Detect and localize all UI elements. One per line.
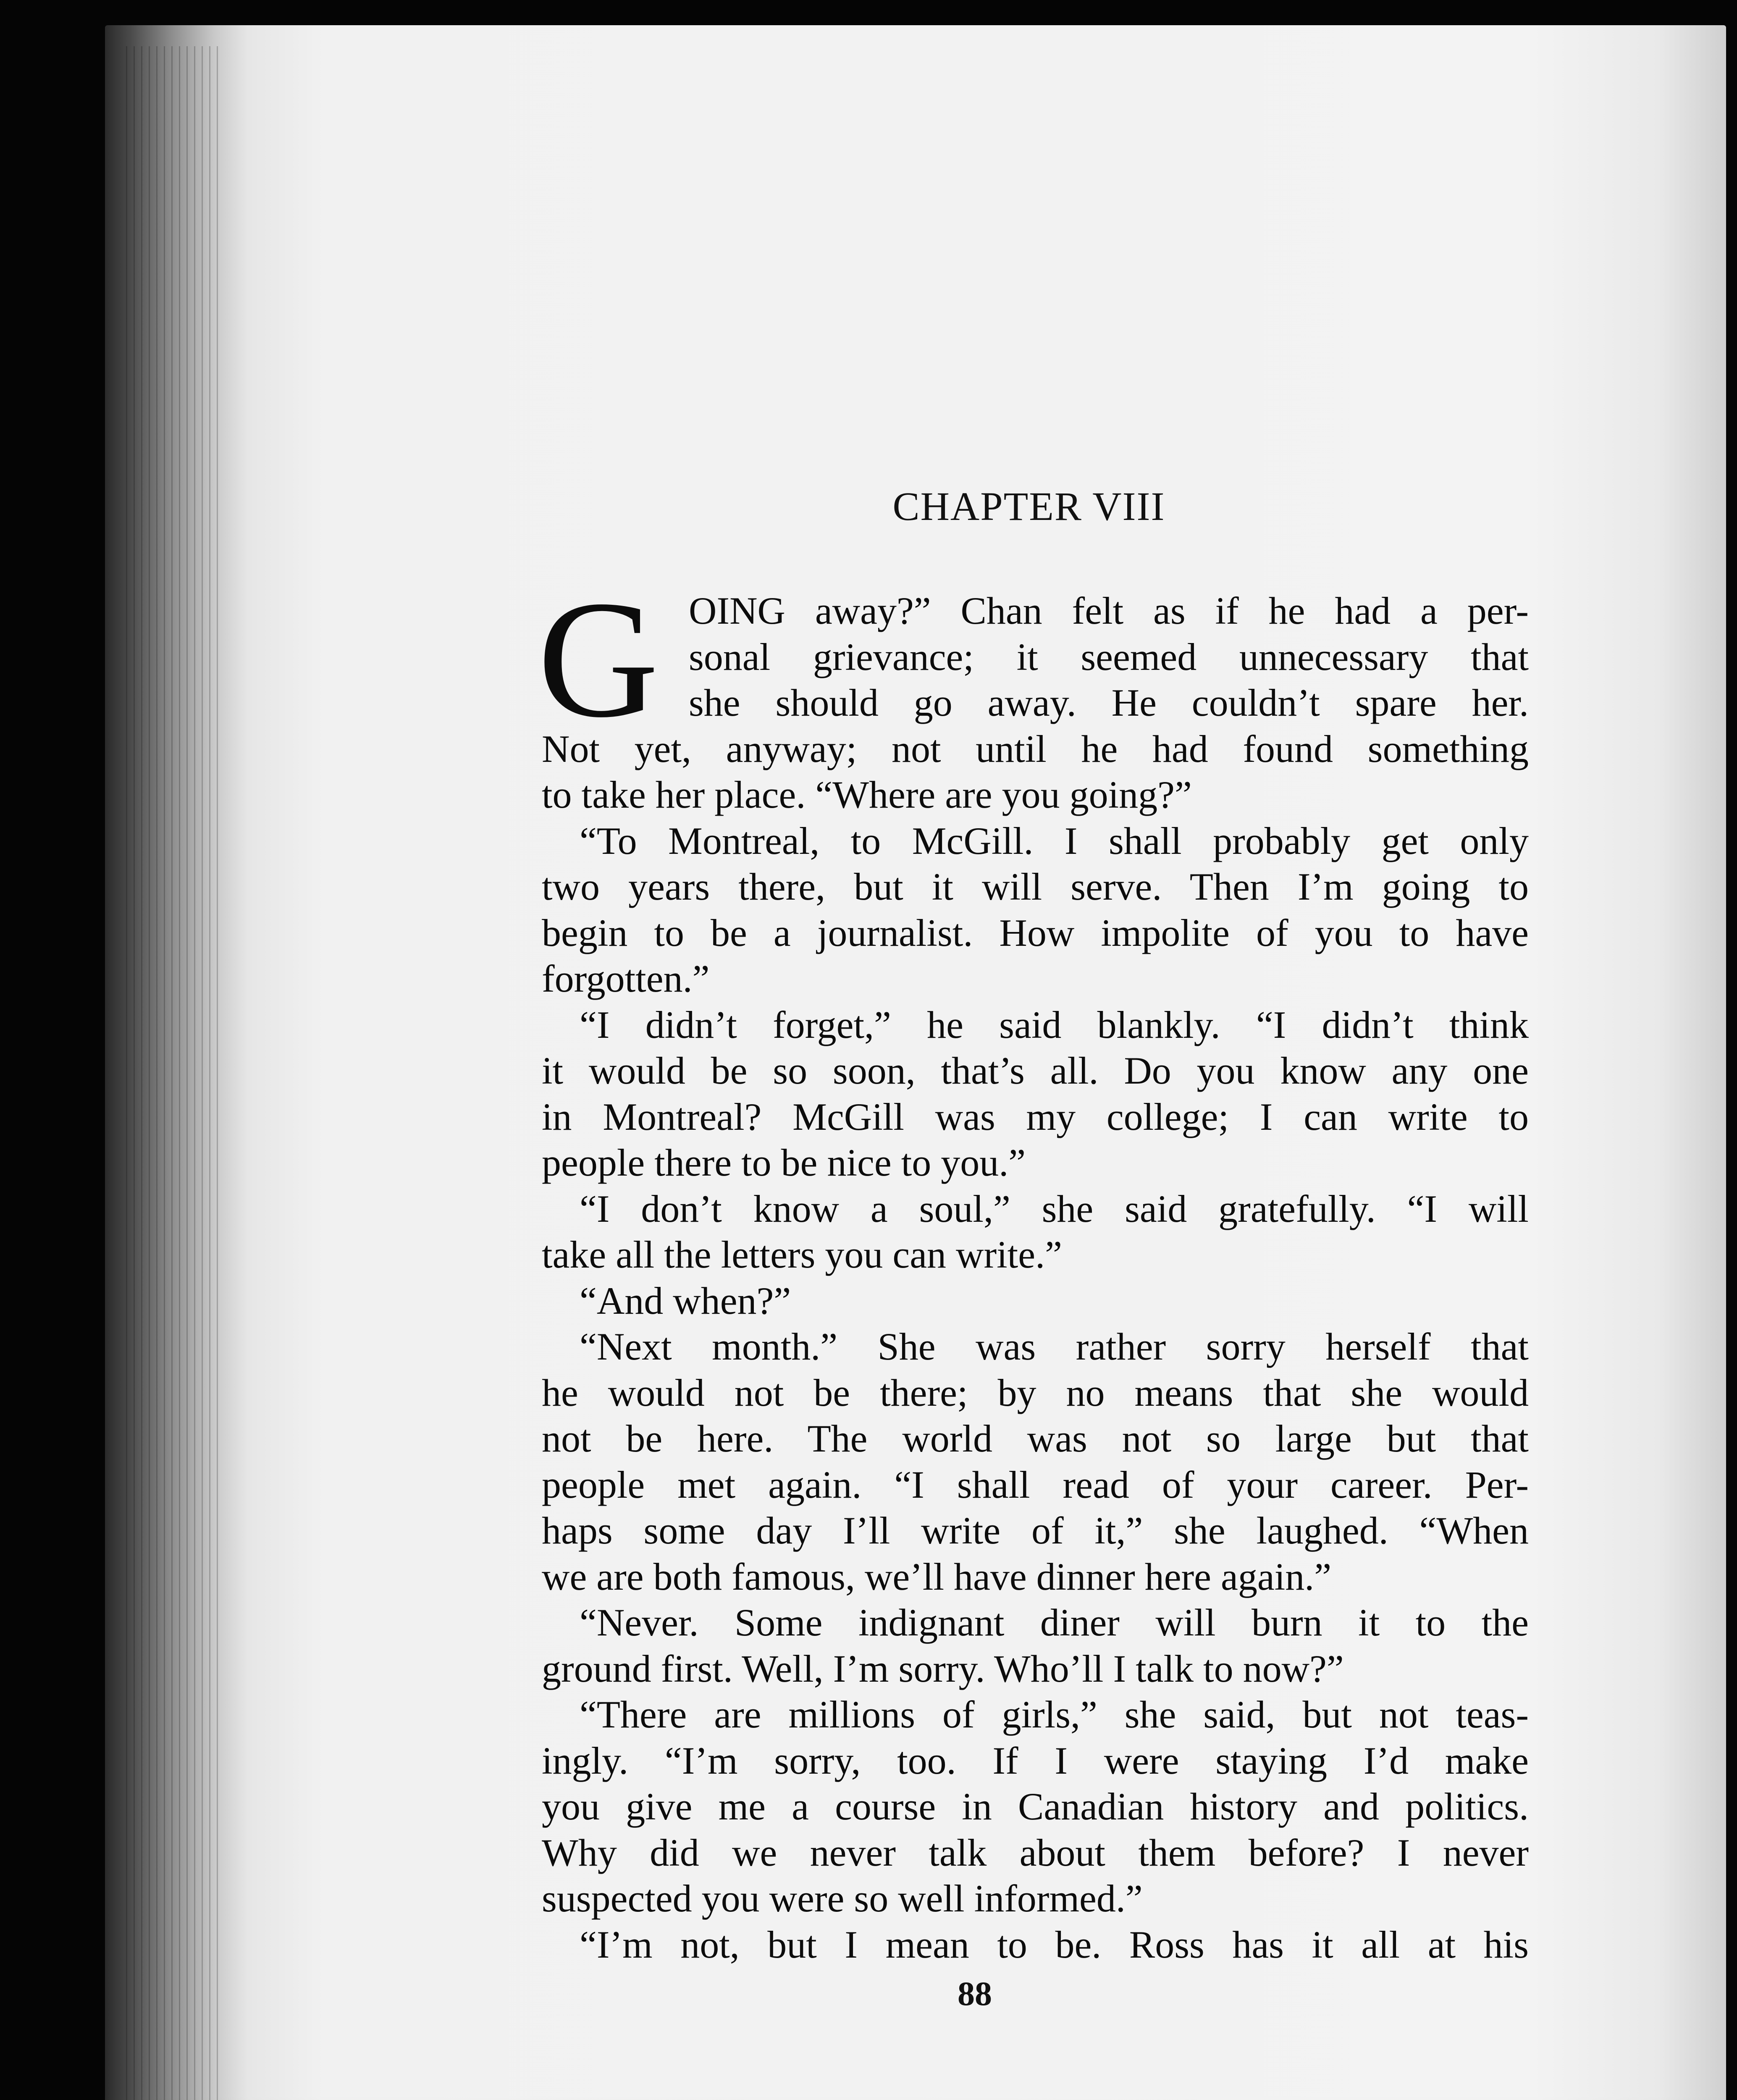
text-line: people met again. “I shall read of your career. Per- <box>542 1463 1529 1506</box>
text-line: she should go away. He couldn’t spare her. <box>689 681 1529 724</box>
text-line: OING away?” Chan felt as if he had a per- <box>689 589 1529 632</box>
page-number: 88 <box>958 1974 992 2013</box>
chapter-title: CHAPTER VIII <box>892 484 1165 529</box>
text-line: you give me a course in Canadian history and politics. <box>542 1785 1529 1828</box>
text-line: forgotten.” <box>542 957 710 1000</box>
text-line: “To Montreal, to McGill. I shall probably get only <box>580 819 1529 862</box>
text-line: ground first. Well, I’m sorry. Who’ll I talk to now?” <box>542 1647 1344 1690</box>
text-line: “And when?” <box>580 1279 791 1322</box>
text-line: two years there, but it will serve. Then I’m going to <box>542 865 1529 908</box>
text-line: “I didn’t forget,” he said blankly. “I didn’t think <box>580 1003 1529 1046</box>
text-line: to take her place. “Where are you going?” <box>542 773 1192 816</box>
text-line: not be here. The world was not so large but that <box>542 1417 1529 1460</box>
text-line: ingly. “I’m sorry, too. If I were staying I’d make <box>542 1739 1529 1782</box>
body-text <box>538 566 1529 1968</box>
text-line: Why did we never talk about them before? I never <box>542 1831 1529 1874</box>
text-line: sonal grievance; it seemed unnecessary that <box>689 635 1529 678</box>
text-line: haps some day I’ll write of it,” she laughed. “When <box>542 1509 1529 1552</box>
text-line: “I’m not, but I mean to be. Ross has it all at his <box>580 1923 1529 1966</box>
text-line: take all the letters you can write.” <box>542 1233 1062 1276</box>
text-line: suspected you were so well informed.” <box>542 1877 1143 1920</box>
text-line: “Next month.” She was rather sorry herself that <box>580 1325 1529 1368</box>
drop-cap: G <box>538 566 659 752</box>
text-line: it would be so soon, that’s all. Do you know any one <box>542 1049 1529 1092</box>
text-line: he would not be there; by no means that she would <box>542 1371 1529 1414</box>
text-line: in Montreal? McGill was my college; I can write to <box>542 1095 1529 1138</box>
text-line: “Never. Some indignant diner will burn it to the <box>580 1601 1529 1644</box>
text-line: begin to be a journalist. How impolite of you to have <box>542 911 1529 954</box>
text-line: we are both famous, we’ll have dinner here again.” <box>542 1555 1332 1598</box>
text-line: people there to be nice to you.” <box>542 1141 1026 1184</box>
text-line: “I don’t know a soul,” she said gratefully. “I will <box>580 1187 1529 1230</box>
page-edges <box>126 46 223 2100</box>
text-line: Not yet, anyway; not until he had found something <box>542 727 1529 770</box>
text-line: “There are millions of girls,” she said, but not teas- <box>580 1693 1529 1736</box>
